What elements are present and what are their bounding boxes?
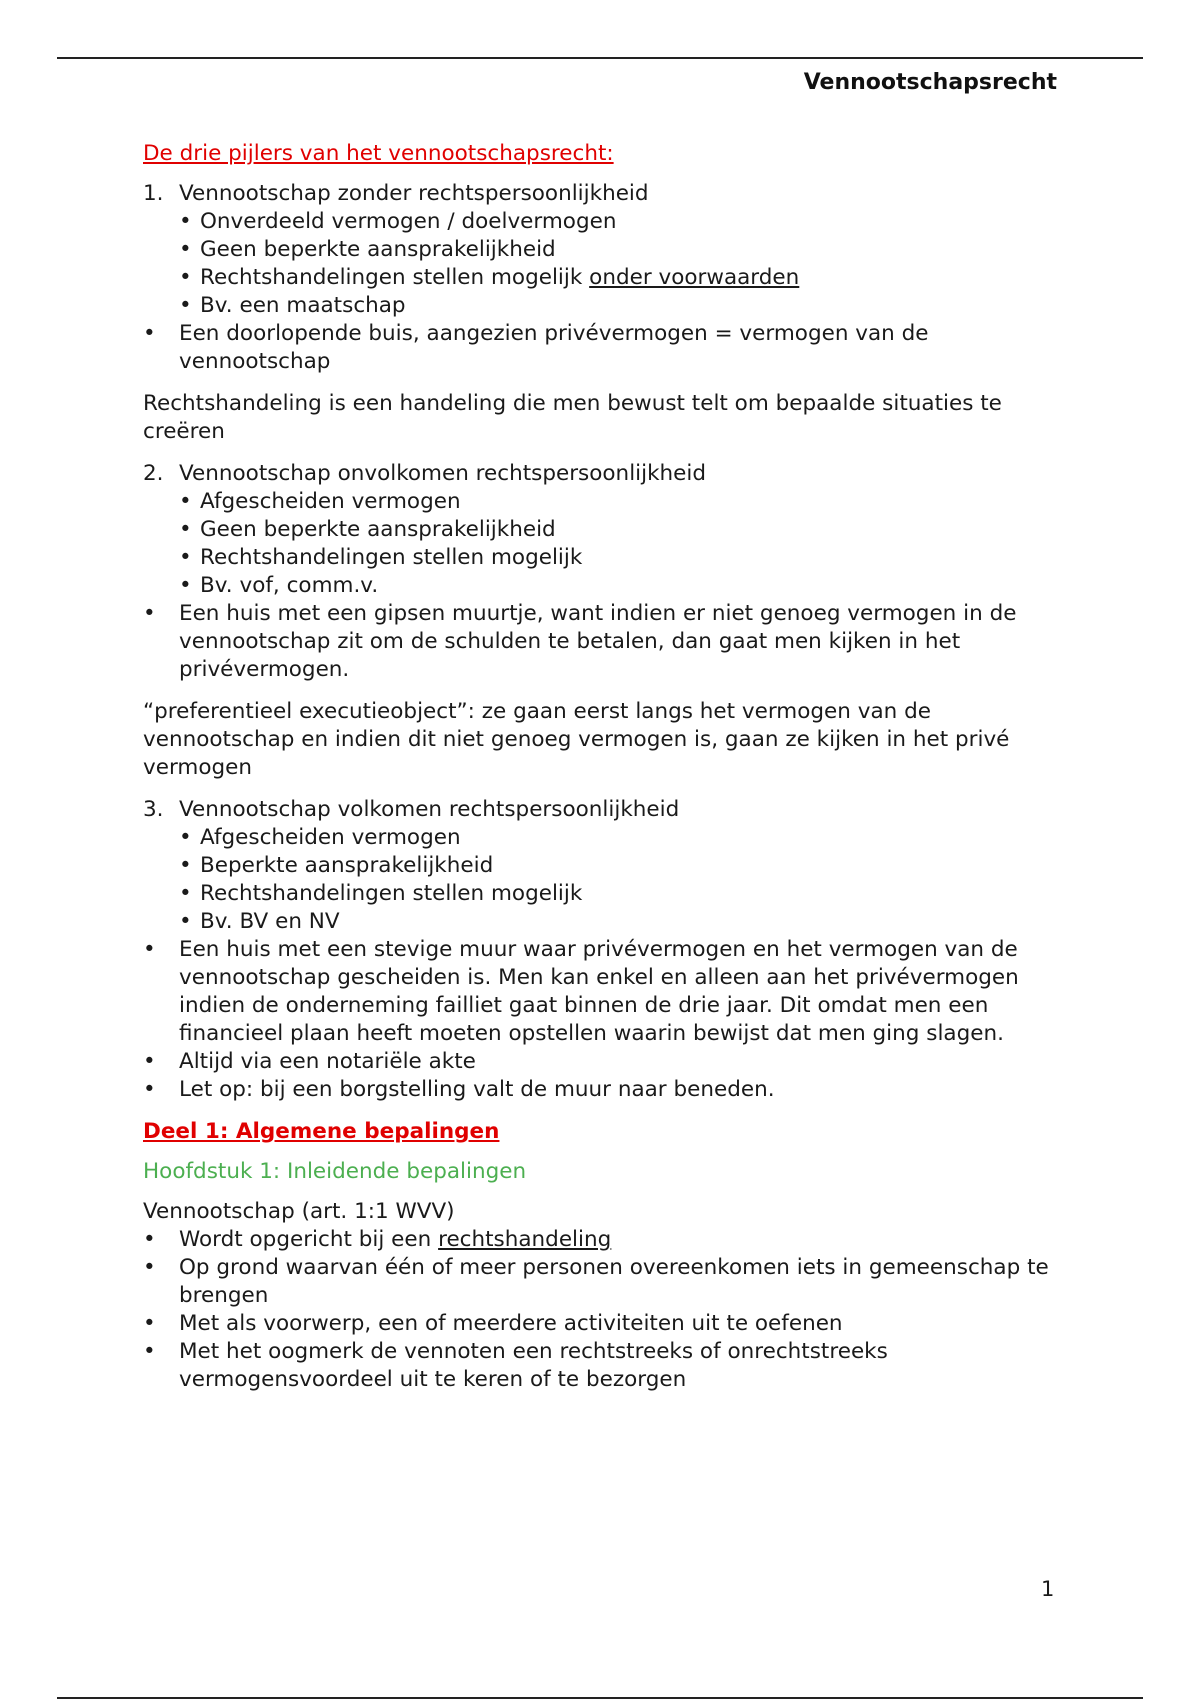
list-item: • Rechtshandelingen stellen mogelijk [179, 545, 583, 570]
list-item: • Afgescheiden vermogen [179, 825, 461, 850]
list-item: • Let op: bij een borgstelling valt de muur naar beneden. [143, 1077, 775, 1102]
chapter-heading: Hoofdstuk 1: Inleidende bepalingen [143, 1159, 527, 1184]
list-item: • Een huis met een stevige muur waar privévermogen en het vermogen van de vennootschap gescheiden is. Men kan enkel en alleen aan het privévermogen indien de onderneming failliet gaat binnen de drie jaar. Dit omdat men een financieel plaan heeft moeten opstellen waarin bewijst dat men ging slagen. [143, 937, 1019, 1046]
list-item: • Op grond waarvan één of meer personen overeenkomen iets in gemeenschap te brengen [143, 1255, 1049, 1308]
footer-rule [57, 1697, 1143, 1699]
list-item: • Met het oogmerk de vennoten een rechtstreeks of onrechtstreeks vermogensvoordeel uit te keren of te bezorgen [143, 1339, 888, 1392]
pillar-2-properties [179, 488, 1073, 600]
paragraph-rechtshandeling: Rechtshandeling is een handeling die men bewust telt om bepaalde situaties te creëren [143, 391, 1002, 444]
pillar-number: 3. [143, 797, 164, 822]
pillar-title: Vennootschap onvolkomen rechtspersoonlijkheid [179, 461, 707, 486]
part-heading: Deel 1: Algemene bepalingen [143, 1119, 500, 1144]
list-item: • Geen beperkte aansprakelijkheid [179, 237, 556, 262]
list-item: • Rechtshandelingen stellen mogelijk onder voorwaarden [179, 265, 800, 290]
document-title: Vennootschapsrecht [803, 70, 1057, 95]
pillar-number: 2. [143, 461, 164, 486]
pillar-1-notes [143, 320, 1073, 376]
list-item: • Een huis met een gipsen muurtje, want indien er niet genoeg vermogen in de vennootschap zit om de schulden te betalen, dan gaat men kijken in het privévermogen. [143, 601, 1017, 682]
pillar-3-notes [143, 936, 1073, 1104]
pillar-1 [143, 180, 1073, 208]
list-item: • Onverdeeld vermogen / doelvermogen [179, 209, 617, 234]
pillar-number: 1. [143, 181, 164, 206]
pillar-2 [143, 460, 1073, 488]
list-item: • Met als voorwerp, een of meerdere activiteiten uit te oefenen [143, 1311, 843, 1336]
list-item: • Bv. een maatschap [179, 293, 406, 318]
list-item: • Rechtshandelingen stellen mogelijk [179, 881, 583, 906]
pillar-title: Vennootschap zonder rechtspersoonlijkheid [179, 181, 649, 206]
list-item: • Altijd via een notariële akte [143, 1049, 476, 1074]
list-item: • Bv. vof, comm.v. [179, 573, 379, 598]
list-item: • Wordt opgericht bij een rechtshandeling [143, 1227, 612, 1252]
definition-list [143, 1226, 1073, 1394]
underlined-text: onder voorwaarden [589, 265, 800, 290]
list-item: • Een doorlopende buis, aangezien privévermogen = vermogen van de vennootschap [143, 321, 929, 374]
list-item: • Beperkte aansprakelijkheid [179, 853, 494, 878]
list-item: • Geen beperkte aansprakelijkheid [179, 517, 556, 542]
page-content [143, 140, 1073, 1394]
list-item: • Bv. BV en NV [179, 909, 340, 934]
intro-heading: De drie pijlers van het vennootschapsrecht: [143, 141, 614, 166]
pillar-2-notes [143, 600, 1073, 684]
pillar-3 [143, 796, 1073, 824]
list-item: • Afgescheiden vermogen [179, 489, 461, 514]
definition-title: Vennootschap (art. 1:1 WVV) [143, 1199, 455, 1224]
page-number: 1 [1041, 1577, 1055, 1601]
pillar-title: Vennootschap volkomen rechtspersoonlijkheid [179, 797, 680, 822]
underlined-text: rechtshandeling [438, 1227, 612, 1252]
paragraph-preferentieel: “preferentieel executieobject”: ze gaan eerst langs het vermogen van de vennootschap en indien dit niet genoeg vermogen is, gaan ze kijken in het privé vermogen [143, 699, 1010, 780]
pillar-1-properties [179, 208, 1073, 320]
header-rule [57, 57, 1143, 59]
pillar-3-properties [179, 824, 1073, 936]
